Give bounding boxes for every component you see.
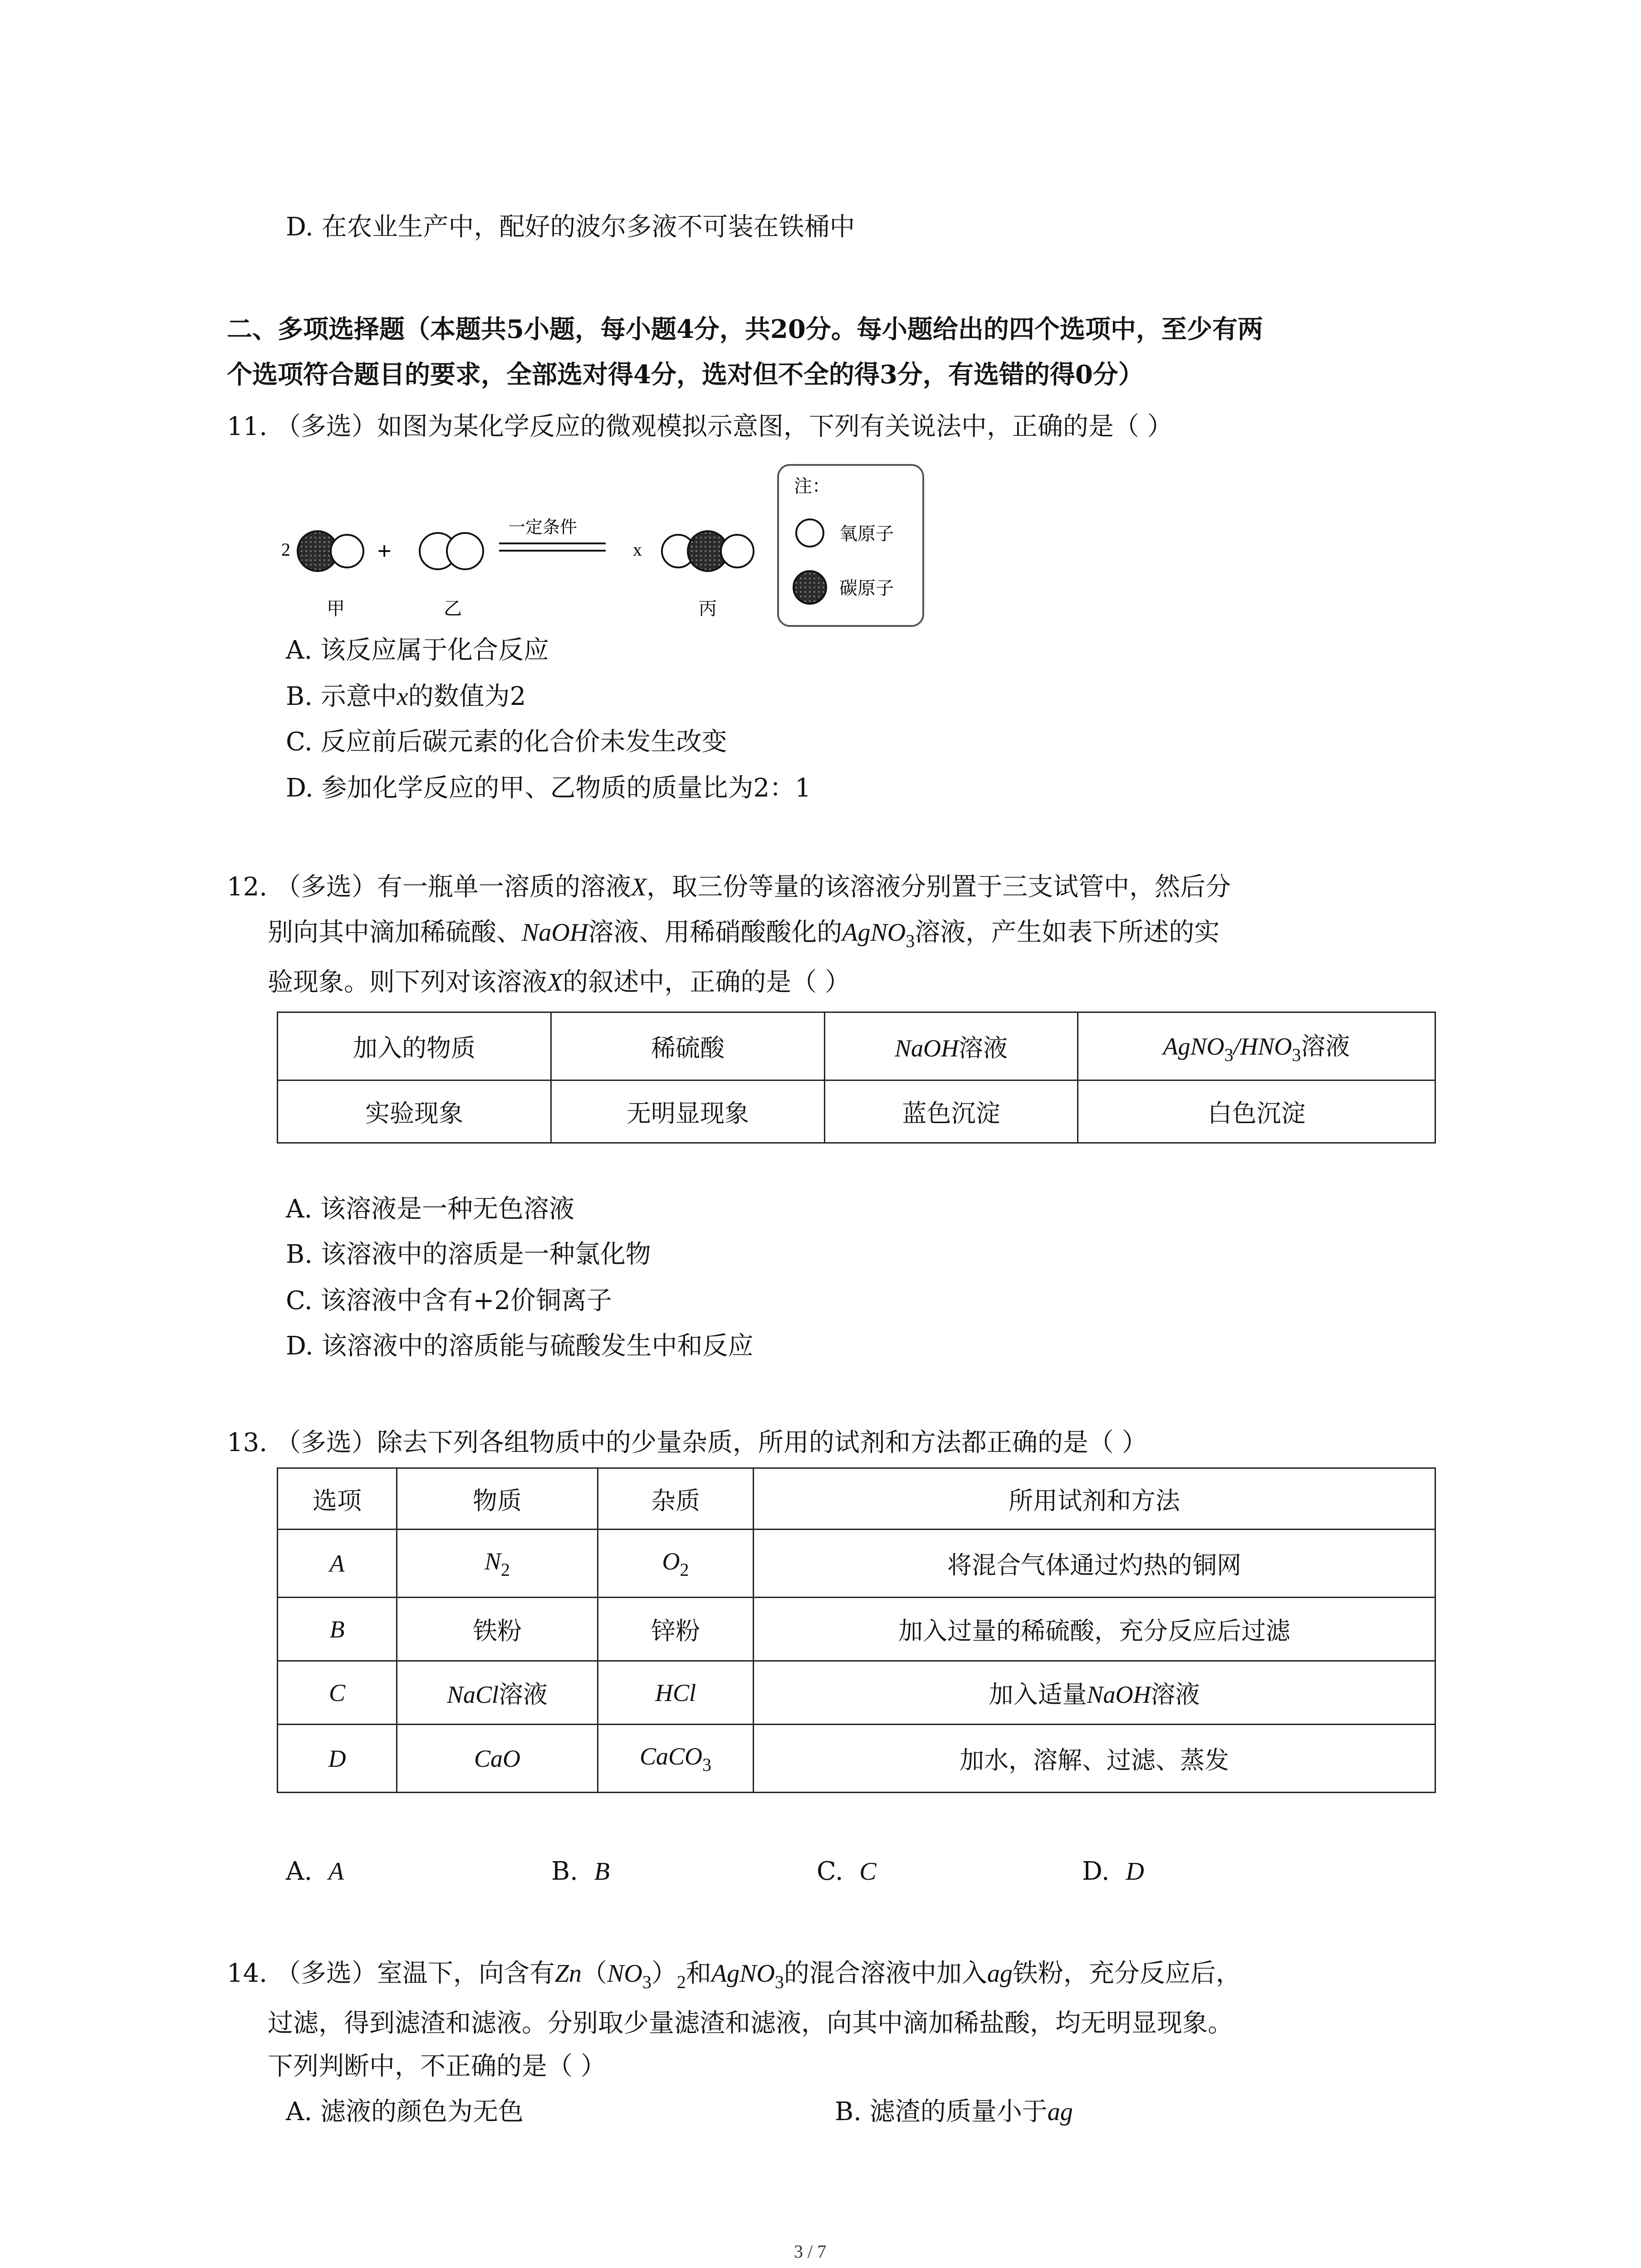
q12-stem-line-2: 别向其中滴加稀硫酸、NaOH溶液、用稀硝酸酸化的AgNO$_3$溶液，产生如表下所述的实 (268, 918, 1220, 951)
q10-option-d: D. 在农业生产中，配好的波尔多液不可装在铁桶中 (286, 212, 855, 242)
q13-header-impurity: 杂质 (598, 1468, 754, 1530)
q13-row-b-substance: 铁粉 (397, 1598, 598, 1661)
q13-table (277, 1467, 1436, 1793)
q12-row-label: 实验现象 (278, 1080, 551, 1143)
q11-option-a: A. 该反应属于化合反应 (286, 635, 549, 665)
q12-stem-line-1: 12. （多选）有一瓶单一溶质的溶液X，取三份等量的该溶液分别置于三支试管中，然后分 (227, 872, 1231, 902)
q13-row-b-impurity: 锌粉 (598, 1598, 754, 1661)
q12-option-d: D. 该溶液中的溶质能与硫酸发生中和反应 (286, 1331, 754, 1361)
q13-header-substance: 物质 (397, 1468, 598, 1530)
oxygen-atom (721, 535, 754, 567)
q12-header-naoh: NaOH溶液 (825, 1012, 1078, 1080)
label-bing: 丙 (699, 598, 717, 619)
reaction-condition: 一定条件 (508, 517, 578, 537)
q11-option-b: B. 示意中x的数值为2 (286, 682, 526, 711)
q13-answer-b: B. B (551, 1857, 610, 1886)
q12-header-agno3: $AgNO_3/HNO_3$溶液 (1078, 1012, 1435, 1080)
q13-row-b-option: B (278, 1598, 397, 1661)
q14-option-a: A. 滤液的颜色为无色 (286, 2097, 524, 2126)
q14-stem-line-2: 过滤，得到滤渣和滤液。分别取少量滤渣和滤液，向其中滴加稀盐酸，均无明显现象。 (268, 2009, 1233, 2038)
legend-oxygen-label: 氧原子 (839, 523, 894, 544)
label-jia: 甲 (327, 598, 345, 619)
q12-cell-no-change: 无明显现象 (551, 1080, 825, 1143)
q13-row-b-method: 加入过量的稀硫酸，充分反应后过滤 (754, 1598, 1435, 1661)
coef-left: 2 (281, 539, 290, 560)
q14-stem-line-3: 下列判断中，不正确的是（ ） (268, 2052, 606, 2081)
q12-cell-white: 白色沉淀 (1078, 1080, 1435, 1143)
q13-answer-a: A. A (286, 1857, 344, 1886)
q12-header-substance: 加入的物质 (278, 1012, 551, 1080)
q13-answer-c: C. C (817, 1857, 877, 1886)
label-yi: 乙 (444, 598, 462, 619)
coef-right: x (633, 539, 642, 560)
legend-carbon-atom (794, 571, 826, 604)
q11-option-c: C. 反应前后碳元素的化合价未发生改变 (286, 727, 727, 757)
q13-header-option: 选项 (278, 1468, 397, 1530)
q13-header-method: 所用试剂和方法 (754, 1468, 1435, 1530)
q14-stem-line-1: 14. （多选）室温下，向含有$Zn(NO_3)_2$和AgNO$_3$的混合溶液中加入ag铁粉，充分反应后， (227, 1959, 1241, 1992)
q12-option-b: B. 该溶液中的溶质是一种氯化物 (286, 1240, 651, 1269)
q13-row-d-option: D (278, 1725, 397, 1793)
q12-cell-blue: 蓝色沉淀 (825, 1080, 1078, 1143)
q13-row-c-substance: NaCl溶液 (397, 1661, 598, 1725)
q13-row-d-impurity: CaCO$_3$ (598, 1725, 754, 1793)
q13-row-d-substance: CaO (397, 1725, 598, 1793)
q13-row-c-impurity: HCl (598, 1661, 754, 1725)
reaction-diagram (272, 454, 953, 644)
page-number: 3 / 7 (794, 2241, 827, 2262)
q12-option-a: A. 该溶液是一种无色溶液 (286, 1194, 575, 1224)
q13-stem: 13. （多选）除去下列各组物质中的少量杂质，所用的试剂和方法都正确的是（ ） (227, 1428, 1147, 1457)
q13-row-d-method: 加水，溶解、过滤、蒸发 (754, 1725, 1435, 1793)
oxygen-atom (447, 533, 483, 569)
legend-carbon-label: 碳原子 (839, 578, 894, 599)
q14-option-b: B. 滤渣的质量小于ag (835, 2097, 1073, 2126)
q12-table (277, 1012, 1436, 1144)
section-heading-line-2: 个选项符合题目的要求，全部选对得4分，选对但不全的得3分，有选错的得0分） (227, 360, 1144, 390)
plus-sign: + (377, 538, 392, 564)
q13-row-a-method: 将混合气体通过灼热的铜网 (754, 1530, 1435, 1598)
q13-row-a-substance: $N_2$ (397, 1530, 598, 1598)
section-heading-line-1: 二、多项选择题（本题共5小题，每小题4分，共20分。每小题给出的四个选项中，至少有两 (227, 314, 1263, 344)
q12-option-c: C. 该溶液中含有+2价铜离子 (286, 1286, 612, 1315)
oxygen-atom (331, 535, 363, 567)
q13-row-a-impurity: $O_2$ (598, 1530, 754, 1598)
q13-row-c-method: 加入适量NaOH溶液 (754, 1661, 1435, 1725)
q13-row-c-option: C (278, 1661, 397, 1725)
q12-header-h2so4: 稀硫酸 (551, 1012, 825, 1080)
legend-oxygen-atom (796, 519, 823, 547)
q11-stem: 11. （多选）如图为某化学反应的微观模拟示意图，下列有关说法中，正确的是（ ） (227, 412, 1173, 441)
q13-answer-d: D. D (1082, 1857, 1144, 1886)
q13-row-a-option: A (278, 1530, 397, 1598)
legend-title: 注： (794, 476, 830, 497)
q12-stem-line-3: 验现象。则下列对该溶液X的叙述中，正确的是（ ） (268, 968, 851, 997)
q11-option-d: D. 参加化学反应的甲、乙物质的质量比为2：1 (286, 773, 811, 803)
